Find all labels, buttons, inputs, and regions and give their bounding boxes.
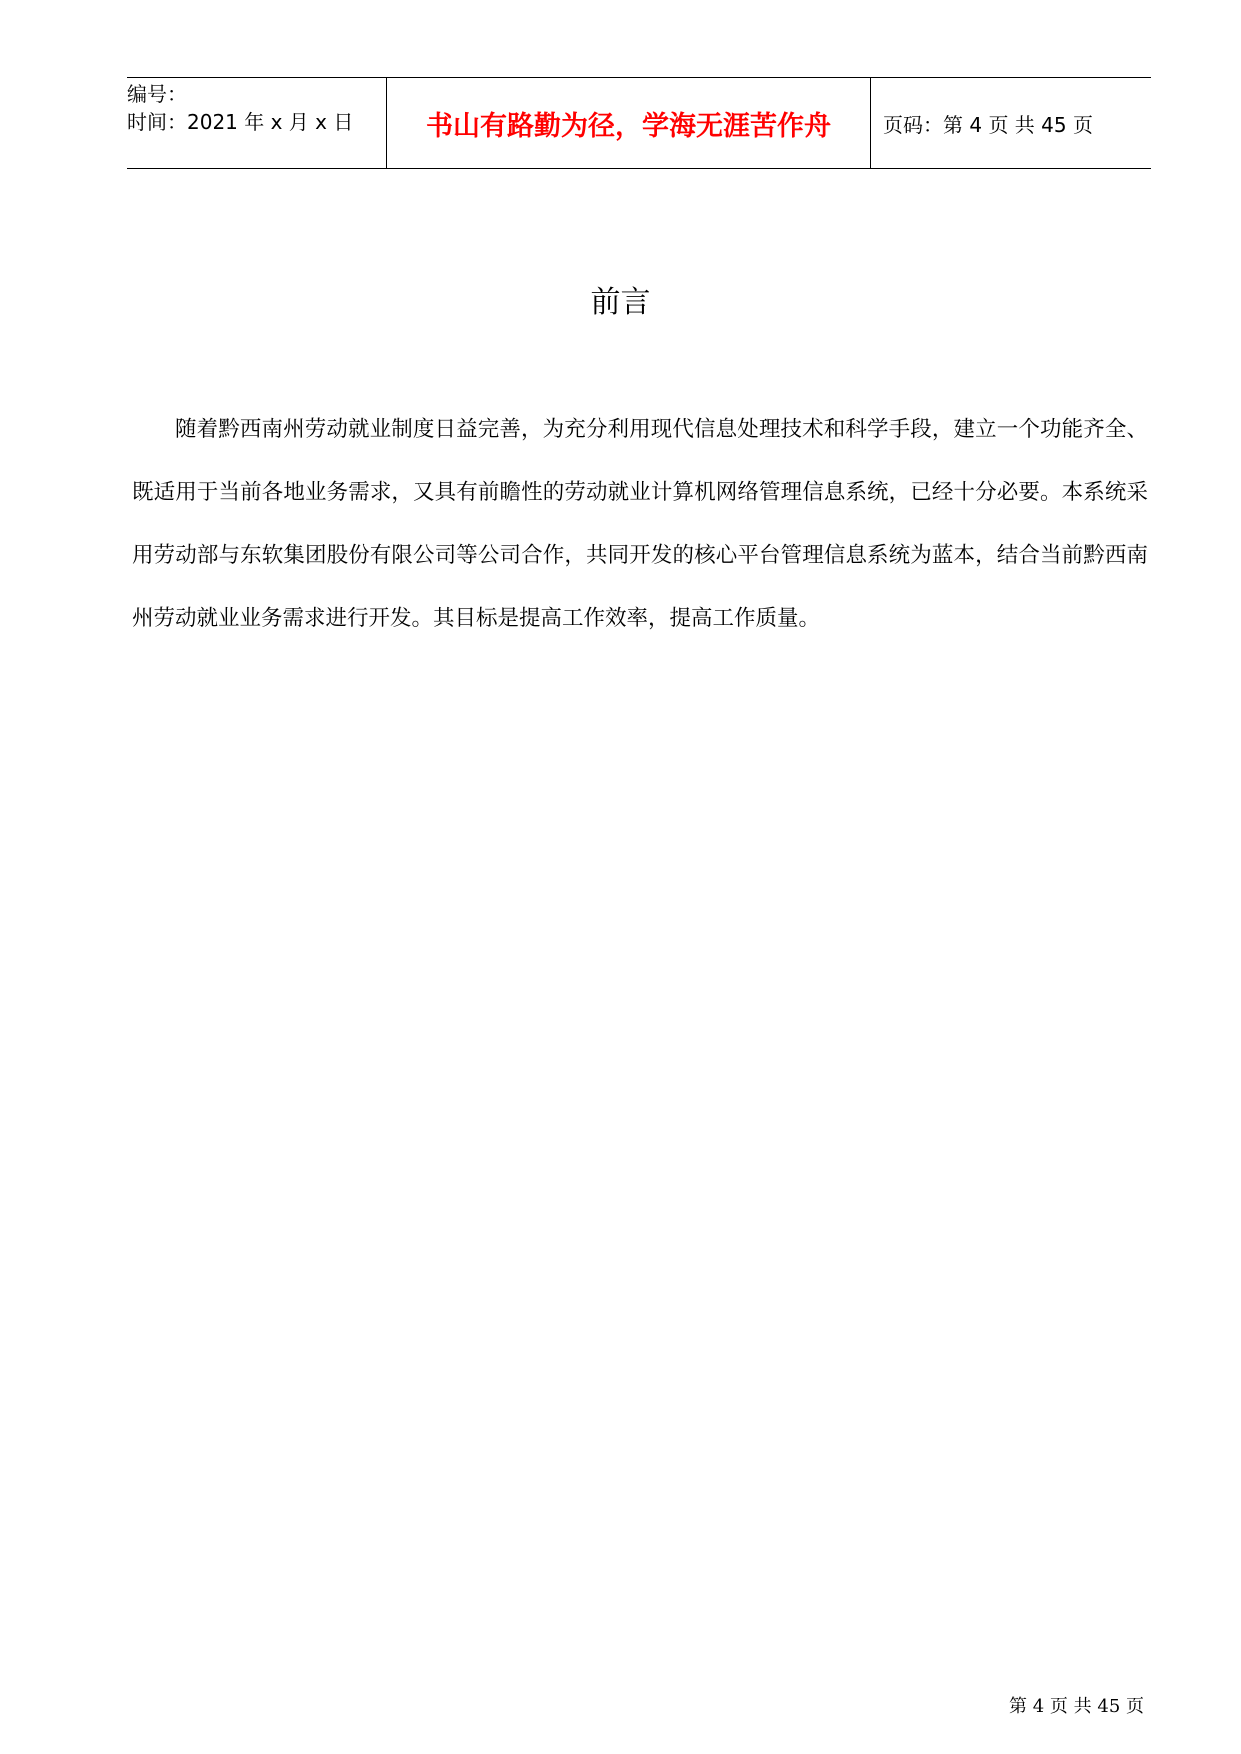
header-motto: 书山有路勤为径，学海无涯苦作舟 [387, 78, 871, 168]
header-table [127, 77, 1151, 169]
page-title: 前言 [590, 285, 651, 320]
body-paragraph: 随着黔西南州劳动就业制度日益完善，为充分利用现代信息处理技术和科学手段，建立一个功能齐全、既适用于当前各地业务需求，又具有前瞻性的劳动就业计算机网络管理信息系统，已经十分必要。本系统采用劳动部与东软集团股份有限公司等公司合作，共同开发的核心平台管理信息系统为蓝本，结合当前黔西南州劳动就业业务需求进行开发。其目标是提高工作效率，提高工作质量。 [132, 417, 1148, 631]
document-number-label: 编号： [127, 82, 187, 106]
page-footer: 第 4 页 共 45 页 [1009, 1696, 1144, 1717]
document-time-label: 时间：2021 年 x 月 x 日 [127, 110, 354, 134]
header-meta-cell [127, 78, 387, 168]
header-page-code: 页码：第 4 页 共 45 页 [883, 112, 1093, 137]
